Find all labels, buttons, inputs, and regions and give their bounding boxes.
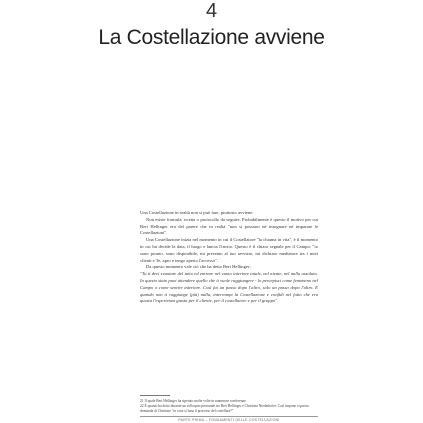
paragraph-4: Da questo momento vale ciò che ha detto Bert Hellinger:	[146, 264, 251, 270]
chapter-number: 4	[205, 0, 218, 22]
paragraph-1: Una Costellazione in realtà non si può fare, piuttosto avviene.	[140, 210, 254, 215]
chapter-title: La Costellazione avviene	[98, 26, 325, 49]
footnotes	[140, 399, 318, 413]
running-footer: PARTE PRIMA – FONDAMENTI DELLE COSTELLAZIONI	[178, 418, 280, 422]
paragraph-2: Non esiste formula, ricetta o protocollo da seguire. Probabilmente è questo il motivo per cui Bert Hellinger era del parere che in realtà "non si possono né insegnare né imparare le Costellazioni".	[140, 216, 318, 236]
paragraph-3: Una Costellazione inizia nel momento in cui il Costellatore "la chiama in vita", è il momento in cui lui decide la data, il luogo e lancia l'invito. Questo è il chiaro segnale per il Campo: "io sono pronto, sono disponibile, mi presento al tuo servizio, mi dichiaro mediatore tra i miei clienti e Te, apro e tengo aperto l'accesso".	[140, 237, 318, 263]
footnote-22: 22 È quanto ha detto durante un colloquio personale tra Bert Hellinger e Christina Niederhofer. Così impone a questa domanda di Christine "in cosa si basa il processo del costellare?".	[140, 403, 309, 413]
footnote-divider	[140, 395, 170, 396]
footer-divider	[140, 416, 318, 417]
body-text	[140, 210, 318, 305]
hellinger-quote: "Tu ti devi svuotare del tutto ed entrare nel vuoto interiore totale, nel niente, nel nulla assoluto. In questo stato puoi attendere quello che ti vuole raggiungere - lo percepisci come fenomeno nel Campo o come sentire interiore. Così fai un passo dopo l'altro, solo un passo dopo l'altro. E quando non ti raggiunge (più) nulla, interrompi la Costellazione e confidi nel fatto che era questa l'esperienza giusta per il cliente, per il costellatore e per il gruppo".	[140, 271, 318, 304]
footnote-21: 21 Il quale Bert Hellinger ha ripetuto molte volte in numerose conferenze.	[140, 399, 247, 403]
